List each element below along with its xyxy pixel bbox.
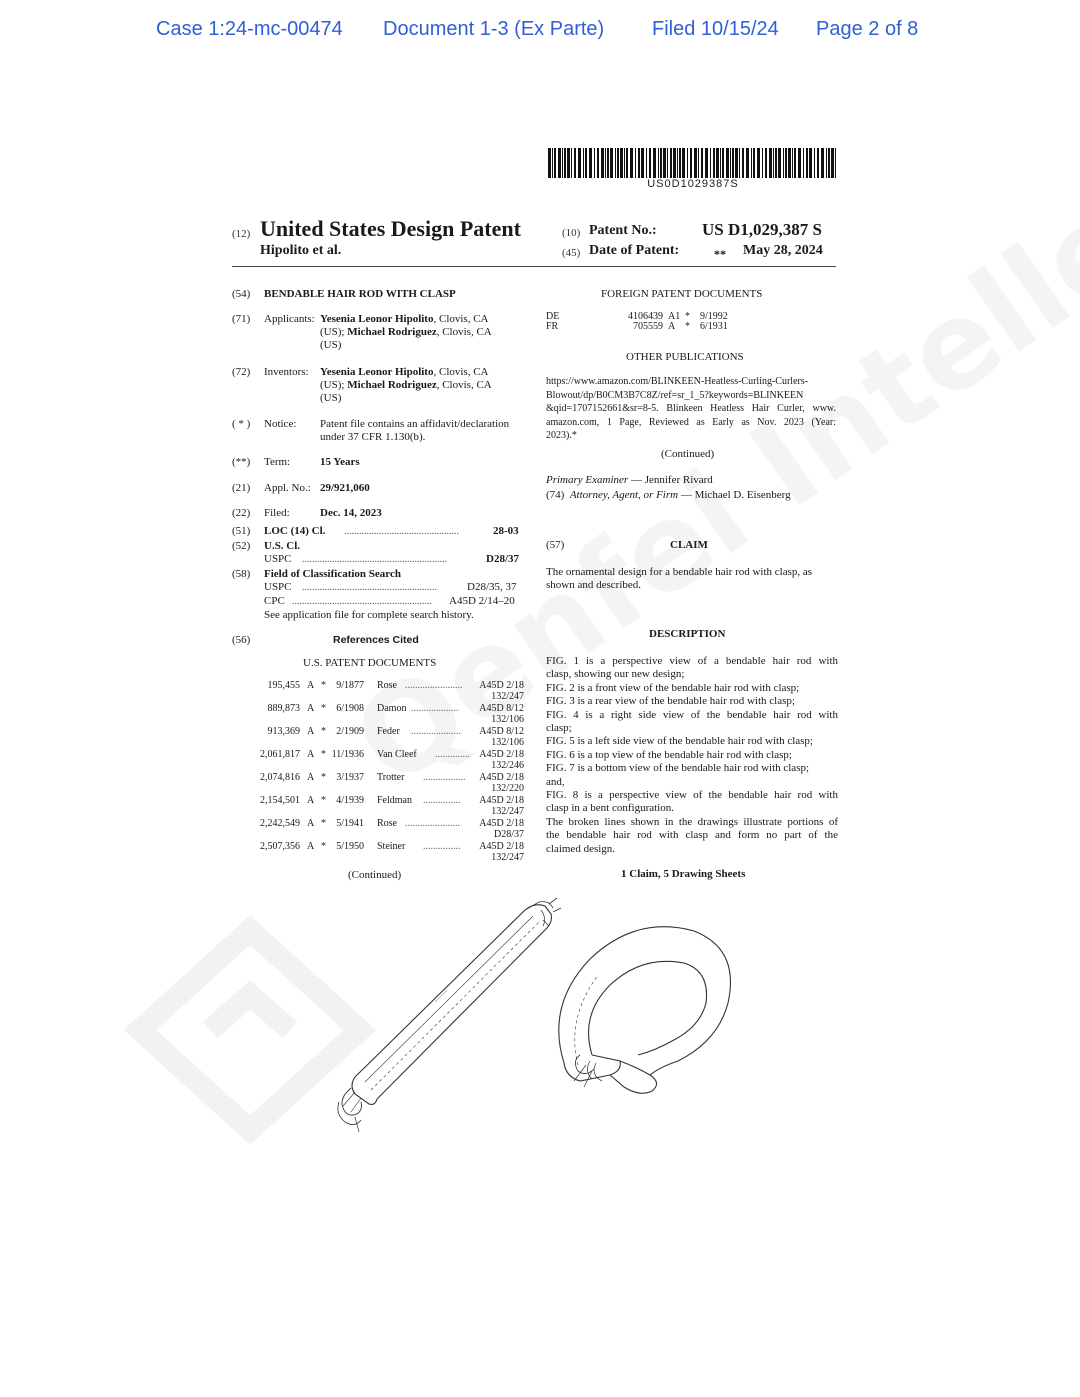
- reference-subclass: 132/106: [491, 737, 524, 748]
- reference-kind: A: [307, 818, 315, 829]
- barcode-bar: [769, 148, 772, 178]
- code-58: (58): [232, 568, 251, 580]
- reference-dots: ...................: [411, 703, 459, 714]
- barcode-bar: [783, 148, 784, 178]
- barcode-bar: [589, 148, 592, 178]
- applicant-1-location: , Clovis, CA: [433, 313, 489, 325]
- field-label: Field of Classification Search: [264, 568, 401, 580]
- reference-class: A45D 2/18: [479, 795, 524, 806]
- reference-date: 9/1877: [336, 680, 364, 691]
- field-cpc-label: CPC: [264, 595, 285, 607]
- barcode-bar: [814, 148, 815, 178]
- applicant-2-country: (US): [320, 339, 342, 351]
- barcode-bar: [578, 148, 581, 178]
- reference-name: Rose: [377, 680, 397, 691]
- code-term: (**): [232, 456, 251, 468]
- description-text: [546, 655, 838, 856]
- date-label: Date of Patent:: [589, 243, 680, 258]
- inventors-value: [320, 366, 524, 405]
- applicant-2-location: , Clovis, CA: [436, 326, 492, 338]
- reference-dots: ...............: [423, 841, 461, 852]
- barcode-bar: [701, 148, 703, 178]
- description-line: the bendable hair rod with clasp and form no part of the: [546, 829, 838, 842]
- filed-date: Filed 10/15/24: [652, 18, 779, 40]
- reference-kind: A: [307, 841, 315, 852]
- right-continued: (Continued): [661, 448, 715, 460]
- filed-label: Filed:: [264, 507, 290, 519]
- patent-no-label: Patent No.:: [589, 223, 657, 238]
- barcode-bar: [730, 148, 731, 178]
- invention-name: BENDABLE HAIR ROD WITH CLASP: [264, 288, 456, 300]
- barcode-bar: [574, 148, 576, 178]
- barcode-bar: [757, 148, 760, 178]
- reference-class: A45D 2/18: [479, 680, 524, 691]
- term-value: 15 Years: [320, 456, 360, 468]
- barcode-number: US0D1029387S: [647, 178, 739, 190]
- code-74: (74): [546, 489, 565, 501]
- code-52: (52): [232, 540, 251, 552]
- barcode-bar: [803, 148, 804, 178]
- reference-subclass: D28/37: [494, 829, 524, 840]
- reference-star: *: [321, 680, 326, 691]
- barcode-bar: [720, 148, 721, 178]
- description-line: FIG. 8 is a perspective view of the bendable hair rod with: [546, 789, 838, 802]
- applicant-2: Michael Rodriguez: [347, 326, 437, 338]
- uspc-label: USPC: [264, 553, 292, 565]
- appl-label: Appl. No.:: [264, 482, 311, 494]
- reference-dots: .......................: [405, 680, 463, 691]
- claim-text: [546, 566, 838, 592]
- barcode-bar: [690, 148, 692, 178]
- barcode-bar: [597, 148, 599, 178]
- description-line: FIG. 1 is a perspective view of a bendable hair rod with: [546, 655, 838, 667]
- description-line: FIG. 2 is a front view of the bendable hair rod with clasp;: [546, 681, 800, 694]
- reference-number: 913,369: [267, 726, 300, 737]
- reference-row: [258, 841, 524, 864]
- barcode-bar: [658, 148, 659, 178]
- barcode-bar: [705, 148, 708, 178]
- publication-line: &qid=1707152661&sr=8-5. Blinkeen Heatless Hair Curler, www.: [546, 403, 836, 415]
- barcode-bar: [585, 148, 587, 178]
- barcode-bar: [630, 148, 633, 178]
- hair-rod-straight-drawing: [325, 892, 565, 1142]
- barcode-bar: [673, 148, 676, 178]
- barcode-bar: [835, 148, 836, 178]
- code-71: (71): [232, 313, 251, 325]
- attorney-label: Attorney, Agent, or Firm: [569, 489, 679, 501]
- inventors-label: Inventors:: [264, 366, 309, 378]
- barcode-bar: [806, 148, 808, 178]
- barcode-bar: [567, 148, 570, 178]
- other-publications-label: OTHER PUBLICATIONS: [626, 351, 744, 363]
- barcode-bar: [605, 148, 606, 178]
- reference-name: Steiner: [377, 841, 406, 852]
- reference-number: 2,242,549: [260, 818, 300, 829]
- reference-class: A45D 2/18: [479, 749, 524, 760]
- description-heading: DESCRIPTION: [649, 628, 726, 640]
- field-uspc-label: USPC: [264, 581, 292, 593]
- barcode-bar: [617, 148, 619, 178]
- inventor-1-location: , Clovis, CA: [433, 366, 489, 378]
- reference-date: 5/1941: [336, 818, 364, 829]
- reference-subclass: 132/247: [491, 852, 524, 863]
- code-22: (22): [232, 507, 251, 519]
- reference-name: Trotter: [377, 772, 405, 783]
- reference-kind: A: [307, 772, 315, 783]
- reference-star: *: [321, 726, 326, 737]
- barcode-bar: [826, 148, 827, 178]
- barcode-bar: [798, 148, 801, 178]
- reference-kind: A: [307, 749, 315, 760]
- attorney: [546, 489, 791, 502]
- reference-subclass: 132/220: [491, 783, 524, 794]
- barcode: [548, 148, 838, 178]
- barcode-bar: [564, 148, 566, 178]
- barcode-bar: [762, 148, 763, 178]
- reference-class: A45D 2/18: [479, 841, 524, 852]
- description-line: FIG. 4 is a right side view of the bendable hair rod with: [546, 708, 838, 721]
- barcode-bar: [735, 148, 738, 178]
- appl-number: 29/921,060: [320, 482, 370, 494]
- notice-line-1: Patent file contains an affidavit/declaration: [320, 418, 510, 430]
- patent-title: United States Design Patent: [260, 216, 521, 241]
- patent-date: May 28, 2024: [743, 243, 823, 258]
- barcode-bar: [626, 148, 628, 178]
- description-line: clasp, showing our new design;: [546, 668, 685, 681]
- reference-subclass: 132/246: [491, 760, 524, 771]
- foreign-star: *: [685, 321, 690, 332]
- reference-number: 195,455: [267, 680, 300, 691]
- reference-class: A45D 2/18: [479, 772, 524, 783]
- reference-row: [258, 772, 524, 795]
- barcode-bar: [615, 148, 616, 178]
- reference-star: *: [321, 703, 326, 714]
- reference-row: [258, 818, 524, 841]
- reference-subclass: 132/247: [491, 806, 524, 817]
- description-line: clasp in a bent configuration.: [546, 802, 674, 815]
- notice-label: Notice:: [264, 418, 297, 430]
- barcode-bar: [635, 148, 636, 178]
- barcode-bar: [809, 148, 812, 178]
- reference-name: Van Cleef: [377, 749, 417, 760]
- title-divider: [232, 266, 836, 267]
- reference-kind: A: [307, 680, 315, 691]
- barcode-bar: [710, 148, 711, 178]
- reference-dots: ....................: [411, 726, 461, 737]
- barcode-bar: [765, 148, 767, 178]
- code-72: (72): [232, 366, 251, 378]
- code-54: (54): [232, 288, 251, 300]
- reference-dots: ...............: [423, 795, 461, 806]
- attorney-name: — Michael D. Eisenberg: [678, 489, 791, 501]
- reference-row: [258, 749, 524, 772]
- barcode-bar: [785, 148, 787, 178]
- barcode-bar: [753, 148, 755, 178]
- barcode-bar: [607, 148, 609, 178]
- barcode-bar: [653, 148, 656, 178]
- field-uspc-dots: ......................................................: [302, 582, 437, 593]
- reference-dots: ......................: [405, 818, 460, 829]
- barcode-bar: [548, 148, 551, 178]
- term-label: Term:: [264, 456, 291, 468]
- reference-kind: A: [307, 726, 315, 737]
- code-51: (51): [232, 525, 251, 537]
- reference-class: A45D 8/12: [479, 703, 524, 714]
- barcode-bar: [716, 148, 719, 178]
- case-number: Case 1:24-mc-00474: [156, 18, 343, 40]
- barcode-bar: [722, 148, 724, 178]
- barcode-bar: [775, 148, 777, 178]
- reference-row: [258, 703, 524, 726]
- loc-dots: ..............................................: [344, 526, 459, 537]
- code-45: (45): [562, 247, 581, 259]
- reference-star: *: [321, 841, 326, 852]
- foreign-country: DE: [546, 311, 560, 322]
- barcode-bar: [562, 148, 563, 178]
- page-number: Page 2 of 8: [816, 18, 919, 40]
- barcode-bar: [594, 148, 595, 178]
- barcode-bar: [663, 148, 666, 178]
- filed-value: Dec. 14, 2023: [320, 507, 382, 519]
- date-stars: **: [714, 247, 726, 261]
- publication-line: 2023).*: [546, 430, 577, 442]
- reference-name: Feldman: [377, 795, 412, 806]
- reference-subclass: 132/247: [491, 691, 524, 702]
- publication-line: Blowout/dp/B0CM3B7C8Z/ref=sr_1_5?keywords=BLINKEEN: [546, 389, 804, 401]
- code-57: (57): [546, 539, 565, 551]
- reference-name: Rose: [377, 818, 397, 829]
- reference-number: 2,154,501: [260, 795, 300, 806]
- publication-line: https://www.amazon.com/BLINKEEN-Heatless-Curling-Curlers-: [546, 376, 809, 387]
- references-cited-label: References Cited: [333, 634, 419, 646]
- barcode-bar: [821, 148, 824, 178]
- reference-dots: .................: [423, 772, 466, 783]
- barcode-bar: [558, 148, 561, 178]
- barcode-bar: [792, 148, 793, 178]
- reference-date: 5/1950: [336, 841, 364, 852]
- primary-examiner-name: — Jennifer Rivard: [628, 474, 713, 486]
- field-cpc-value: A45D 2/14–20: [449, 595, 515, 607]
- inventor-2-location: , Clovis, CA: [436, 379, 492, 391]
- applicant-short: Hipolito et al.: [260, 243, 342, 258]
- description-line: claimed design.: [546, 842, 616, 855]
- barcode-bar: [601, 148, 604, 178]
- reference-dots: ..............: [435, 749, 470, 760]
- us-patent-documents-label: U.S. PATENT DOCUMENTS: [303, 657, 437, 669]
- primary-examiner-label: Primary Examiner: [546, 474, 629, 486]
- reference-star: *: [321, 818, 326, 829]
- reference-number: 889,873: [267, 703, 300, 714]
- foreign-number: 4106439: [628, 311, 663, 322]
- reference-date: 6/1908: [336, 703, 364, 714]
- primary-examiner: [546, 474, 713, 487]
- loc-value: 28-03: [493, 525, 519, 537]
- barcode-bar: [679, 148, 681, 178]
- foreign-date: 6/1931: [700, 321, 728, 332]
- foreign-number: 705559: [633, 321, 663, 332]
- reference-star: *: [321, 749, 326, 760]
- case-header: [0, 18, 1080, 48]
- description-line: clasp;: [546, 722, 572, 735]
- barcode-bar: [817, 148, 819, 178]
- publication-line: amazon.com, 1 Page, Reviewed as Early as Nov. 2023 (Year:: [546, 416, 836, 428]
- applicant-1-country: (US);: [320, 326, 345, 338]
- description-line: FIG. 3 is a rear view of the bendable hair rod with clasp;: [546, 695, 795, 708]
- claim-line-2: shown and described.: [546, 579, 642, 591]
- left-continued: (Continued): [348, 869, 402, 881]
- inventor-2: Michael Rodriguez: [347, 379, 437, 391]
- reference-kind: A: [307, 703, 315, 714]
- uspc-dots: ..........................................................: [302, 554, 447, 565]
- barcode-bar: [649, 148, 651, 178]
- barcode-bar: [638, 148, 640, 178]
- barcode-bar: [751, 148, 752, 178]
- reference-star: *: [321, 795, 326, 806]
- reference-row: [258, 726, 524, 749]
- foreign-kind: A1: [668, 311, 681, 322]
- barcode-bar: [682, 148, 685, 178]
- claim-heading: CLAIM: [670, 539, 708, 551]
- barcode-bar: [687, 148, 688, 178]
- reference-row: [258, 795, 524, 818]
- reference-date: 4/1939: [336, 795, 364, 806]
- notice-line-2: under 37 CFR 1.130(b).: [320, 431, 426, 443]
- field-cpc-dots: ........................................................: [292, 596, 432, 607]
- reference-kind: A: [307, 795, 315, 806]
- patent-number: US D1,029,387 S: [702, 220, 822, 239]
- barcode-bar: [677, 148, 678, 178]
- inventor-1: Yesenia Leonor Hipolito: [320, 366, 434, 378]
- reference-class: A45D 8/12: [479, 726, 524, 737]
- barcode-bar: [773, 148, 774, 178]
- inventor-1-country: (US);: [320, 379, 345, 391]
- barcode-bar: [739, 148, 740, 178]
- applicant-1: Yesenia Leonor Hipolito: [320, 313, 434, 325]
- barcode-bar: [667, 148, 668, 178]
- barcode-bar: [583, 148, 584, 178]
- barcode-bar: [554, 148, 556, 178]
- reference-date: 11/1936: [331, 749, 364, 760]
- barcode-bar: [571, 148, 572, 178]
- foreign-country: FR: [546, 321, 559, 332]
- foreign-date: 9/1992: [700, 311, 728, 322]
- code-12: (12): [232, 228, 251, 240]
- document-number: Document 1-3 (Ex Parte): [383, 18, 605, 40]
- barcode-bar: [610, 148, 613, 178]
- reference-number: 2,061,817: [260, 749, 300, 760]
- description-line: FIG. 7 is a bottom view of the bendable hair rod with clasp;: [546, 762, 810, 775]
- foreign-docs-label: FOREIGN PATENT DOCUMENTS: [601, 288, 763, 300]
- barcode-bar: [828, 148, 830, 178]
- barcode-bar: [794, 148, 796, 178]
- description-line: and,: [546, 775, 565, 788]
- reference-date: 2/1909: [336, 726, 364, 737]
- code-56: (56): [232, 634, 251, 646]
- hair-rod-bent-drawing: [550, 915, 750, 1100]
- barcode-bar: [746, 148, 749, 178]
- barcode-bar: [694, 148, 697, 178]
- claims-count: 1 Claim, 5 Drawing Sheets: [621, 868, 746, 880]
- uspc-value: D28/37: [486, 553, 519, 565]
- barcode-bar: [624, 148, 625, 178]
- foreign-kind: A: [668, 321, 676, 332]
- reference-name: Feder: [377, 726, 400, 737]
- barcode-bar: [552, 148, 553, 178]
- barcode-bar: [742, 148, 744, 178]
- barcode-bar: [660, 148, 662, 178]
- barcode-bar: [726, 148, 729, 178]
- barcode-bar: [641, 148, 644, 178]
- publication-text: [546, 375, 836, 443]
- reference-subclass: 132/106: [491, 714, 524, 725]
- reference-star: *: [321, 772, 326, 783]
- reference-date: 3/1937: [336, 772, 364, 783]
- claim-line-1: The ornamental design for a bendable hair rod with clasp, as: [546, 566, 813, 578]
- barcode-bar: [778, 148, 781, 178]
- uscl-label: U.S. Cl.: [264, 540, 301, 552]
- description-line: The broken lines shown in the drawings illustrate portions of: [546, 815, 838, 828]
- inventor-2-country: (US): [320, 392, 342, 404]
- code-10: (10): [562, 227, 581, 239]
- barcode-bar: [698, 148, 699, 178]
- barcode-bar: [713, 148, 715, 178]
- applicants-label: Applicants:: [264, 313, 315, 325]
- barcode-bar: [670, 148, 672, 178]
- reference-row: [258, 680, 524, 703]
- loc-label: LOC (14) Cl.: [264, 525, 326, 537]
- barcode-bar: [646, 148, 647, 178]
- barcode-bar: [620, 148, 623, 178]
- reference-number: 2,507,356: [260, 841, 300, 852]
- description-line: FIG. 6 is a top view of the bendable hair rod with clasp;: [546, 748, 792, 761]
- barcode-bar: [732, 148, 734, 178]
- barcode-bar: [831, 148, 834, 178]
- barcode-bar: [788, 148, 791, 178]
- foreign-star: *: [685, 311, 690, 322]
- description-line: FIG. 5 is a left side view of the bendable hair rod with clasp;: [546, 735, 813, 748]
- notice-text: [320, 418, 530, 444]
- reference-class: A45D 2/18: [479, 818, 524, 829]
- field-uspc-value: D28/35, 37: [467, 581, 517, 593]
- reference-number: 2,074,816: [260, 772, 300, 783]
- code-21: (21): [232, 482, 251, 494]
- code-notice: ( * ): [232, 418, 251, 430]
- reference-name: Damon: [377, 703, 407, 714]
- see-application: See application file for complete search history.: [264, 609, 474, 621]
- applicants-value: [320, 313, 524, 352]
